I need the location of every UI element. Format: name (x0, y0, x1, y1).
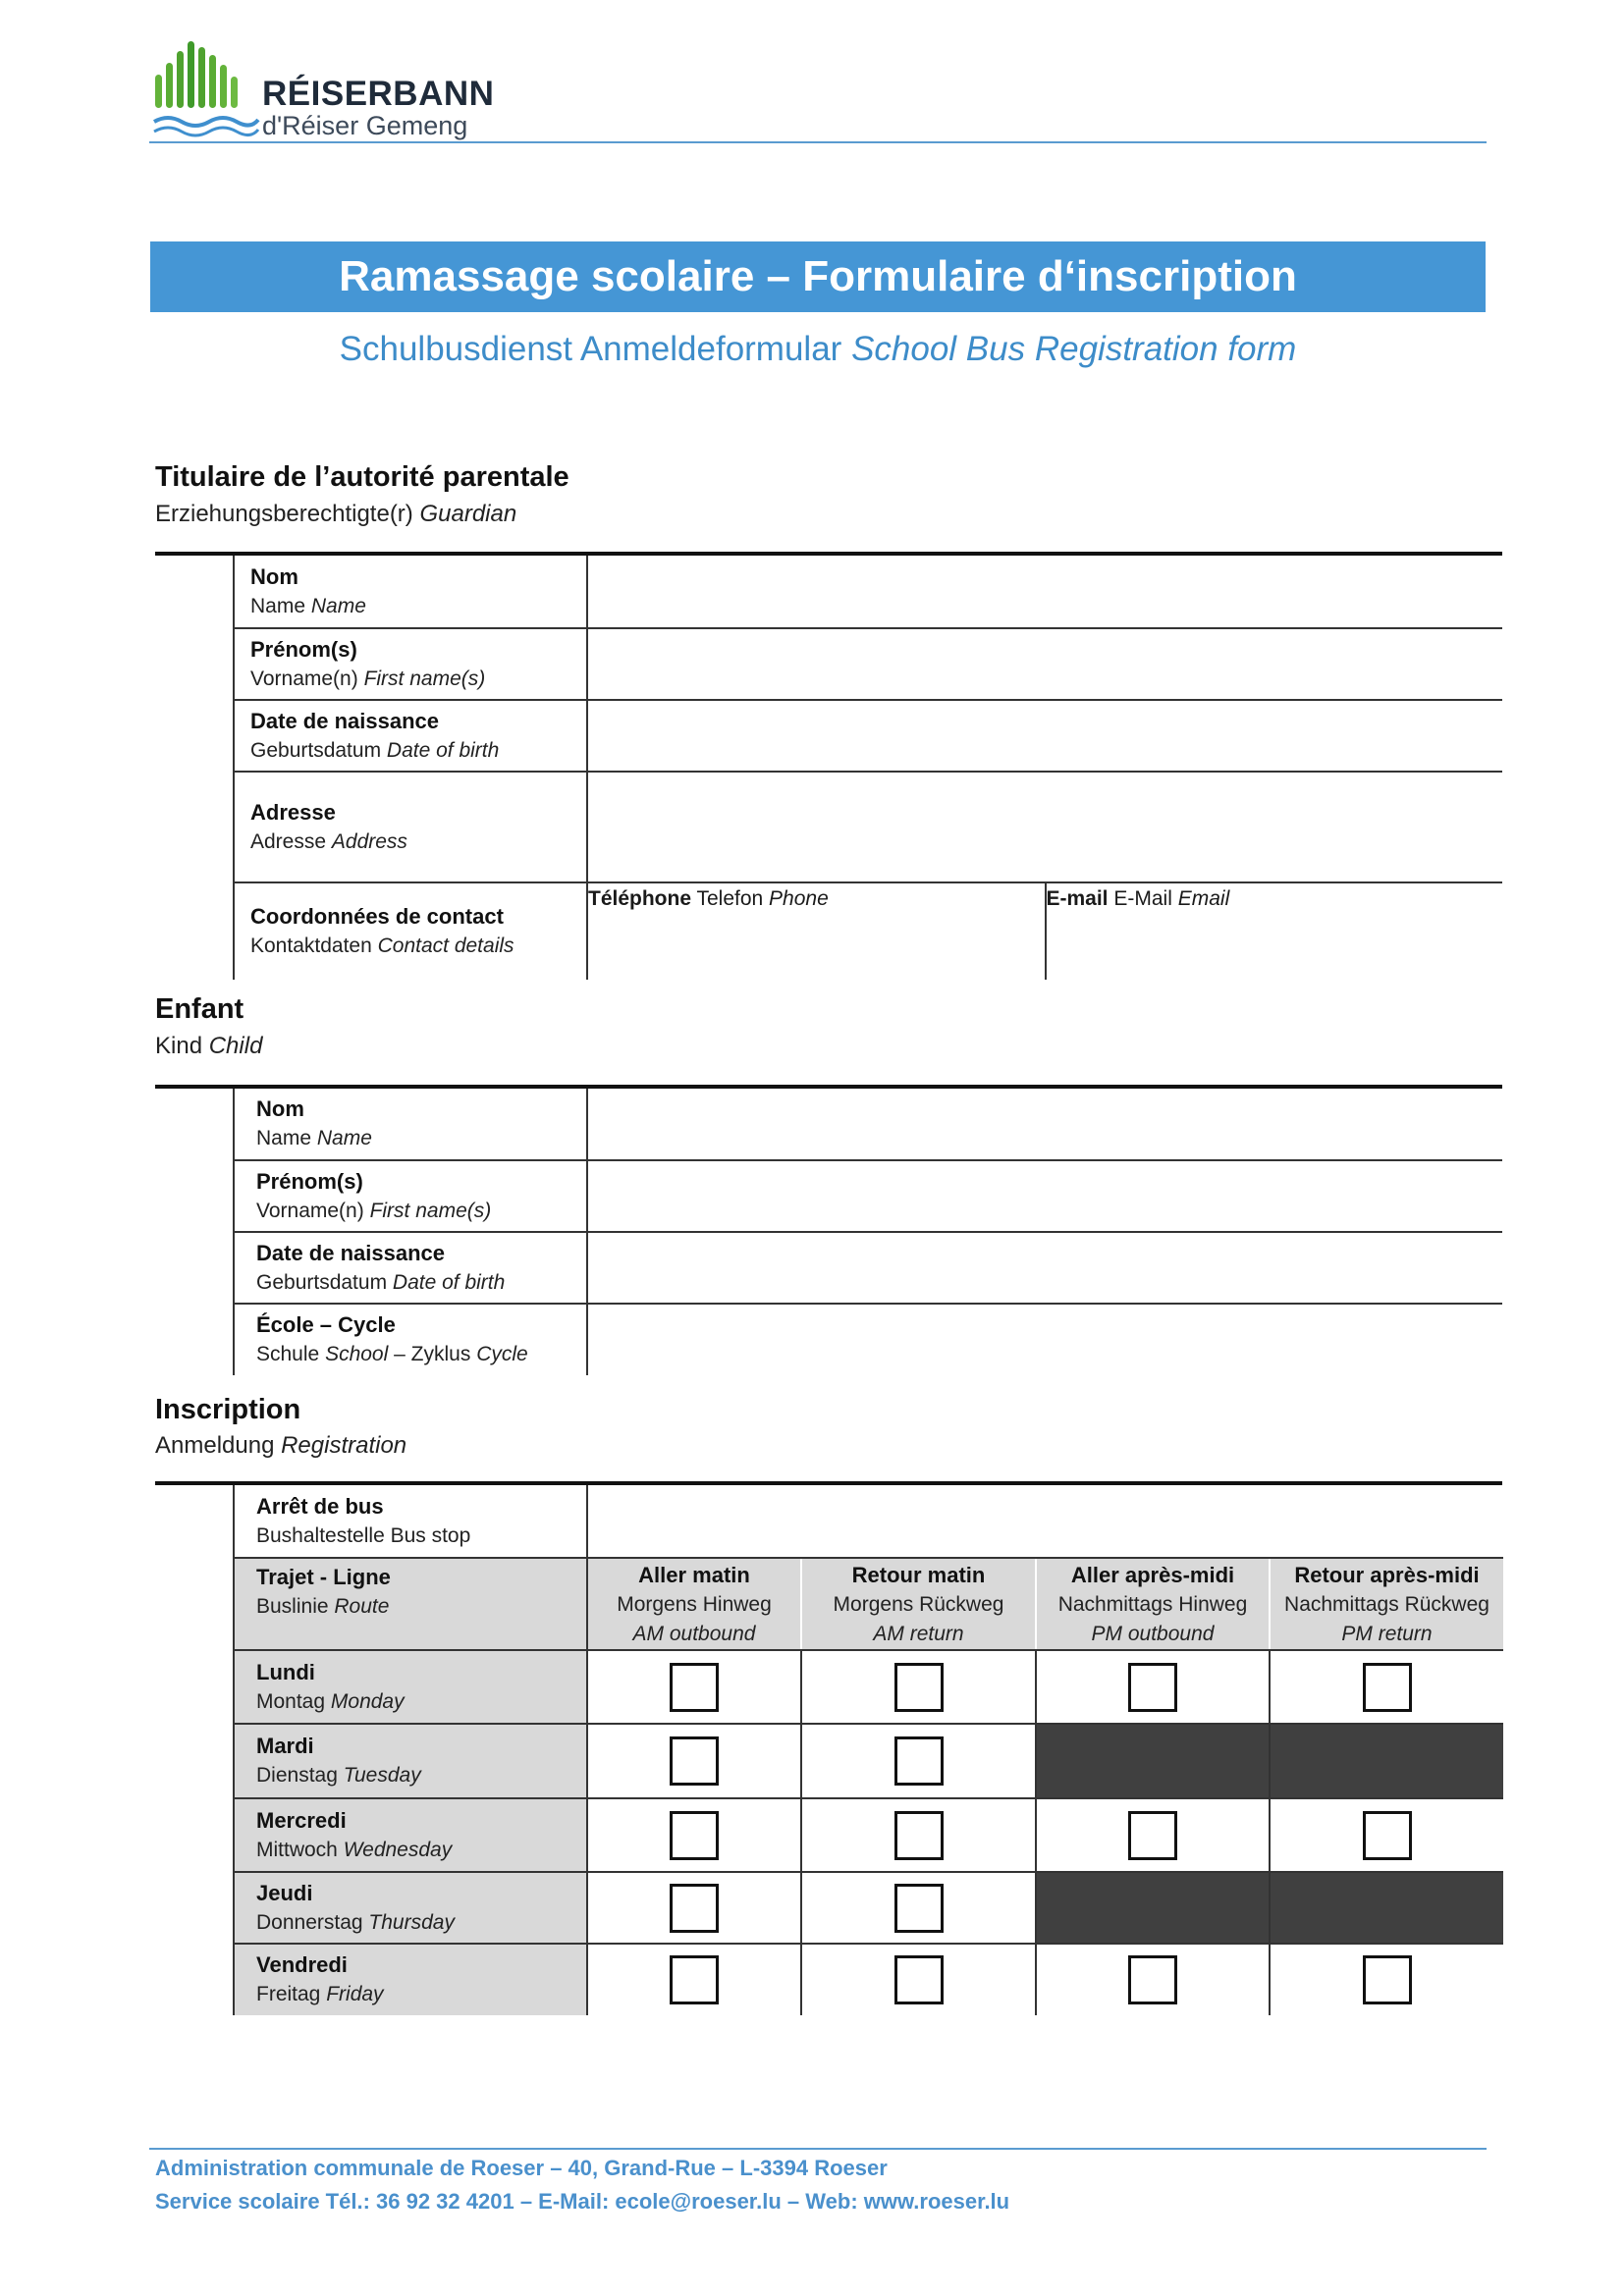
col-fr: Aller après-midi (1070, 1563, 1235, 1587)
checkbox-wednesday-am-outbound[interactable] (670, 1811, 719, 1860)
registration-heading: Inscription (155, 1394, 301, 1425)
checkbox-wednesday-pm-return[interactable] (1363, 1811, 1412, 1860)
guardian-name-field[interactable] (587, 556, 1502, 628)
label-en: Date of birth (392, 1270, 506, 1294)
label-fr: Nom (250, 563, 298, 589)
col-am-outbound (587, 1558, 801, 1650)
guardian-subheading (155, 501, 516, 528)
guardian-address-label (234, 772, 587, 882)
phone-label-de: Telefon (696, 887, 764, 910)
guardian-email-field[interactable] (1045, 883, 1503, 980)
label-en: Address (331, 829, 407, 853)
checkbox-friday-am-return[interactable] (894, 1955, 944, 2004)
child-row-school (234, 1304, 1502, 1375)
registration-subheading (155, 1432, 406, 1460)
label-de: Vorname(n) (256, 1199, 364, 1222)
col-fr: Retour matin (851, 1563, 986, 1587)
label-de: Name (250, 594, 306, 617)
guardian-row-name (234, 556, 1502, 628)
col-fr: Retour après-midi (1294, 1563, 1480, 1587)
day-label (234, 1944, 587, 2015)
guardian-row-firstname (234, 628, 1502, 700)
guardian-name-label (234, 556, 587, 628)
brand-subtitle: d'Réiser Gemeng (262, 111, 468, 140)
label-en: Contact details (377, 934, 514, 957)
day-label (234, 1650, 587, 1724)
checkbox-wednesday-pm-outbound[interactable] (1128, 1811, 1177, 1860)
label-en: School (325, 1343, 389, 1365)
unavailable-tuesday-pm-outbound (1036, 1724, 1270, 1798)
label-de-en (250, 665, 586, 694)
child-name-label (234, 1089, 587, 1160)
header-divider (149, 141, 1487, 143)
day-fr: Jeudi (256, 1880, 313, 1905)
subtitle-de: Schulbusdienst Anmeldeformular (339, 330, 842, 368)
route-header-row (234, 1558, 1503, 1650)
registration-sub-de: Anmeldung (155, 1432, 275, 1459)
day-de-en (256, 1836, 586, 1865)
guardian-row-contact (234, 882, 1502, 980)
label-fr: Prénom(s) (250, 636, 357, 662)
col-pm-outbound (1036, 1558, 1270, 1650)
bus-stop-row (234, 1485, 1503, 1558)
checkbox-monday-pm-outbound[interactable] (1128, 1663, 1177, 1712)
label-en: Name (316, 1127, 372, 1149)
bus-stop-field[interactable] (587, 1485, 1503, 1558)
day-row-tuesday (234, 1724, 1503, 1798)
child-heading: Enfant (155, 993, 244, 1025)
phone-label-fr: Téléphone (588, 887, 692, 910)
col-en: AM outbound (632, 1623, 756, 1645)
label-de: Vorname(n) (250, 667, 358, 690)
col-de: Nachmittags Rückweg (1284, 1593, 1489, 1616)
day-en: Wednesday (343, 1838, 453, 1861)
day-de: Mittwoch (256, 1838, 338, 1861)
label-en: Cycle (476, 1343, 528, 1365)
day-row-wednesday (234, 1798, 1503, 1872)
checkbox-friday-pm-return[interactable] (1363, 1955, 1412, 2004)
day-de-en (256, 1761, 586, 1790)
guardian-dob-label (234, 700, 587, 772)
guardian-firstname-field[interactable] (587, 628, 1502, 700)
guardian-row-address (234, 772, 1502, 882)
guardian-table (233, 556, 1502, 980)
day-label (234, 1798, 587, 1872)
col-am-return (801, 1558, 1036, 1650)
label-fr: Arrêt de bus (256, 1493, 384, 1519)
col-en: AM return (873, 1623, 964, 1645)
label-sep: – (394, 1343, 406, 1365)
col-en: PM return (1341, 1623, 1433, 1645)
registration-sub-en: Registration (281, 1432, 407, 1459)
child-school-field[interactable] (587, 1304, 1502, 1375)
unavailable-tuesday-pm-return (1270, 1724, 1503, 1798)
col-fr: Aller matin (638, 1563, 750, 1587)
unavailable-thursday-pm-outbound (1036, 1872, 1270, 1944)
checkbox-monday-am-outbound[interactable] (670, 1663, 719, 1712)
guardian-address-field[interactable] (587, 772, 1502, 882)
day-en: Thursday (368, 1910, 455, 1934)
child-row-name (234, 1089, 1502, 1160)
unavailable-thursday-pm-return (1270, 1872, 1503, 1944)
label-de-en (256, 1340, 586, 1369)
email-label-fr: E-mail (1046, 887, 1109, 910)
child-name-field[interactable] (587, 1089, 1502, 1160)
label-de: Geburtsdatum (250, 738, 382, 762)
child-sub-de: Kind (155, 1033, 203, 1059)
child-dob-label (234, 1232, 587, 1304)
guardian-row-dob (234, 700, 1502, 772)
child-dob-field[interactable] (587, 1232, 1502, 1304)
label-en: First name(s) (363, 667, 486, 690)
day-de: Montag (256, 1689, 326, 1713)
checkbox-friday-pm-outbound[interactable] (1128, 1955, 1177, 2004)
col-en: PM outbound (1091, 1623, 1215, 1645)
day-fr: Mercredi (256, 1807, 347, 1833)
email-label-en: Email (1177, 887, 1230, 910)
day-de: Donnerstag (256, 1910, 363, 1934)
child-school-label (234, 1304, 587, 1375)
day-en: Monday (330, 1689, 405, 1713)
day-en: Friday (326, 1983, 384, 2005)
checkbox-thursday-am-outbound[interactable] (670, 1884, 719, 1933)
label-de: Schule (256, 1343, 320, 1365)
label-fr: Adresse (250, 799, 336, 825)
label-de-en (250, 592, 586, 621)
day-de-en (256, 1980, 586, 2009)
brand-name: RÉISERBANN (262, 75, 495, 113)
checkbox-friday-am-outbound[interactable] (670, 1955, 719, 2004)
child-firstname-label (234, 1160, 587, 1232)
label-de: Geburtsdatum (256, 1270, 388, 1294)
label-de: Adresse (250, 829, 327, 853)
label-de-en (256, 1268, 586, 1298)
label-de: Buslinie (256, 1595, 329, 1618)
checkbox-tuesday-am-outbound[interactable] (670, 1736, 719, 1786)
child-sub-en: Child (208, 1033, 263, 1059)
checkbox-wednesday-am-return[interactable] (894, 1811, 944, 1860)
child-firstname-field[interactable] (587, 1160, 1502, 1232)
day-de-en (256, 1908, 586, 1938)
child-row-dob (234, 1232, 1502, 1304)
guardian-firstname-label (234, 628, 587, 700)
checkbox-tuesday-am-return[interactable] (894, 1736, 944, 1786)
day-de-en (256, 1687, 586, 1717)
footer-contact: Service scolaire Tél.: 36 92 32 4201 – E-Mail: ecole@roeser.lu – Web: www.roeser.lu (155, 2189, 1010, 2214)
label-de-en: Bushaltestelle Bus stop (256, 1523, 471, 1547)
label-de-en (256, 1124, 586, 1153)
label-fr: Date de naissance (256, 1240, 445, 1265)
child-table (233, 1089, 1502, 1375)
label-fr: Nom (256, 1096, 304, 1121)
label-fr: Coordonnées de contact (250, 904, 504, 929)
day-fr: Mardi (256, 1734, 314, 1758)
checkbox-monday-am-return[interactable] (894, 1663, 944, 1712)
day-label (234, 1724, 587, 1798)
label-de: Name (256, 1127, 312, 1149)
footer-address: Administration communale de Roeser – 40, Grand-Rue – L-3394 Roeser (155, 2156, 888, 2180)
logo-trees-icon (152, 37, 260, 140)
day-de: Freitag (256, 1983, 321, 2005)
guardian-contact-fields (587, 882, 1502, 980)
label-de-en (256, 1197, 586, 1226)
label-en: Date of birth (386, 738, 500, 762)
label-de-en (250, 932, 586, 961)
day-en: Tuesday (343, 1764, 421, 1787)
form-title: Ramassage scolaire – Formulaire d‘inscription (150, 241, 1486, 312)
child-subheading (155, 1033, 262, 1060)
day-label (234, 1872, 587, 1944)
day-row-friday (234, 1944, 1503, 2015)
checkbox-thursday-am-return[interactable] (894, 1884, 944, 1933)
guardian-dob-field[interactable] (587, 700, 1502, 772)
route-label (234, 1558, 587, 1650)
col-de: Morgens Rückweg (833, 1593, 1004, 1616)
label-en: Route (334, 1595, 390, 1618)
label-de-en (250, 736, 586, 766)
label-en: Name (310, 594, 366, 617)
label-de-en (250, 828, 586, 857)
day-fr: Lundi (256, 1659, 315, 1684)
guardian-sub-en: Guardian (419, 501, 517, 527)
subtitle-en: School Bus Registration form (851, 330, 1297, 368)
guardian-phone-field[interactable] (588, 883, 1045, 980)
label-en: First name(s) (369, 1199, 492, 1222)
label-fr: Date de naissance (250, 708, 439, 733)
label-de: Zyklus (410, 1343, 471, 1365)
col-de: Nachmittags Hinweg (1057, 1593, 1248, 1616)
day-row-monday (234, 1650, 1503, 1724)
col-de: Morgens Hinweg (617, 1593, 772, 1616)
label-de-en (256, 1592, 586, 1622)
day-fr: Vendredi (256, 1952, 348, 1977)
form-subtitle (150, 330, 1486, 369)
bus-stop-label (234, 1485, 587, 1558)
checkbox-monday-pm-return[interactable] (1363, 1663, 1412, 1712)
guardian-contact-label (234, 882, 587, 980)
registration-table (233, 1485, 1503, 2015)
guardian-heading: Titulaire de l’autorité parentale (155, 461, 569, 493)
day-de: Dienstag (256, 1764, 338, 1787)
brand-logo (152, 37, 506, 140)
footer-divider (149, 2148, 1487, 2150)
child-row-firstname (234, 1160, 1502, 1232)
label-fr: Prénom(s) (256, 1168, 363, 1194)
phone-label-en: Phone (769, 887, 829, 910)
label-fr: Trajet - Ligne (256, 1565, 391, 1589)
col-pm-return (1270, 1558, 1503, 1650)
guardian-sub-de: Erziehungsberechtigte(r) (155, 501, 413, 527)
label-de: Kontaktdaten (250, 934, 372, 957)
day-row-thursday (234, 1872, 1503, 1944)
label-fr: École – Cycle (256, 1312, 396, 1337)
email-label-de: E-Mail (1113, 887, 1172, 910)
